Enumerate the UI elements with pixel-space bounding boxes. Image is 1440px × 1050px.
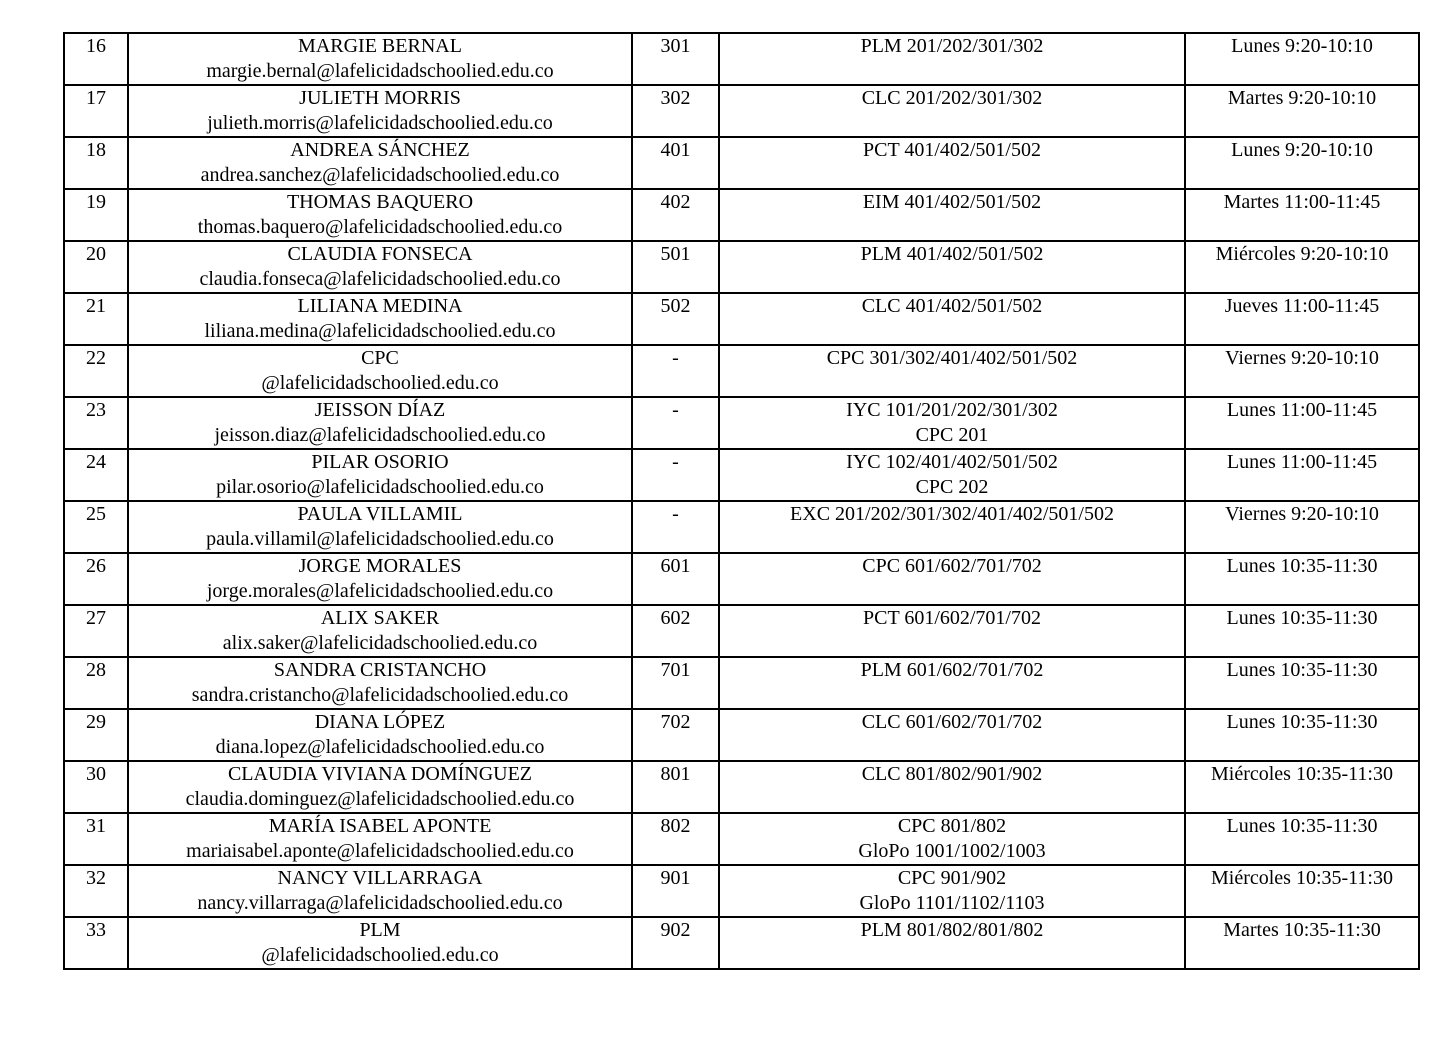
subject-line: EIM 401/402/501/502 — [862, 191, 1042, 213]
teacher-email: thomas.baquero@lafelicidadschoolied.edu.co — [197, 216, 563, 238]
subjects-cell — [719, 33, 1185, 85]
schedule-cell: Lunes 10:35-11:30 — [1185, 657, 1419, 709]
course-cell: 302 — [632, 85, 719, 137]
subject-line: CPC 801/802 — [897, 815, 1007, 837]
teacher-name: NANCY VILLARRAGA — [277, 867, 483, 889]
teacher-name: MARÍA ISABEL APONTE — [268, 815, 492, 837]
schedule-cell: Lunes 9:20-10:10 — [1185, 137, 1419, 189]
subjects-cell — [719, 657, 1185, 709]
subject-line: PLM 401/402/501/502 — [860, 243, 1044, 265]
row-number-cell: 27 — [64, 605, 128, 657]
teacher-email: liliana.medina@lafelicidadschoolied.edu.co — [204, 320, 556, 342]
subject-line: CPC 201 — [915, 424, 989, 446]
teacher-cell — [128, 501, 632, 553]
teacher-schedule-table — [63, 32, 1420, 970]
table-row — [64, 709, 1419, 761]
course-cell: 902 — [632, 917, 719, 969]
course-cell: 802 — [632, 813, 719, 865]
course-cell: 402 — [632, 189, 719, 241]
table-row — [64, 657, 1419, 709]
row-number-cell: 32 — [64, 865, 128, 917]
subjects-cell — [719, 813, 1185, 865]
schedule-cell: Martes 9:20-10:10 — [1185, 85, 1419, 137]
teacher-name: LILIANA MEDINA — [297, 295, 463, 317]
teacher-cell — [128, 917, 632, 969]
course-cell: 301 — [632, 33, 719, 85]
schedule-cell: Lunes 10:35-11:30 — [1185, 605, 1419, 657]
row-number-cell: 22 — [64, 345, 128, 397]
course-cell: 502 — [632, 293, 719, 345]
teacher-cell — [128, 813, 632, 865]
subject-line: PLM 601/602/701/702 — [860, 659, 1044, 681]
subject-line: IYC 102/401/402/501/502 — [846, 451, 1058, 473]
teacher-cell — [128, 241, 632, 293]
subject-line: CLC 601/602/701/702 — [861, 711, 1043, 733]
course-cell: 801 — [632, 761, 719, 813]
teacher-cell — [128, 709, 632, 761]
schedule-cell: Lunes 10:35-11:30 — [1185, 553, 1419, 605]
course-cell: - — [632, 501, 719, 553]
teacher-name: PILAR OSORIO — [311, 451, 449, 473]
course-cell: 702 — [632, 709, 719, 761]
schedule-cell: Lunes 10:35-11:30 — [1185, 709, 1419, 761]
row-number-cell: 25 — [64, 501, 128, 553]
subject-line: CPC 301/302/401/402/501/502 — [826, 347, 1078, 369]
subjects-cell — [719, 137, 1185, 189]
table-row — [64, 241, 1419, 293]
subject-line: CPC 901/902 — [897, 867, 1007, 889]
row-number-cell: 18 — [64, 137, 128, 189]
teacher-email: nancy.villarraga@lafelicidadschoolied.edu.co — [197, 892, 563, 914]
teacher-name: ALIX SAKER — [320, 607, 440, 629]
schedule-cell: Jueves 11:00-11:45 — [1185, 293, 1419, 345]
table-row — [64, 501, 1419, 553]
row-number-cell: 30 — [64, 761, 128, 813]
subject-line: IYC 101/201/202/301/302 — [846, 399, 1058, 421]
subject-line: CPC 601/602/701/702 — [862, 555, 1042, 577]
teacher-name: PLM — [359, 919, 401, 941]
subject-line: PLM 801/802/801/802 — [860, 919, 1044, 941]
row-number-cell: 29 — [64, 709, 128, 761]
teacher-name: JEISSON DÍAZ — [314, 399, 446, 421]
subjects-cell — [719, 553, 1185, 605]
table-body — [64, 33, 1419, 969]
subject-line: GloPo 1101/1102/1103 — [859, 892, 1045, 914]
teacher-name: SANDRA CRISTANCHO — [273, 659, 487, 681]
teacher-cell — [128, 397, 632, 449]
schedule-cell: Lunes 11:00-11:45 — [1185, 397, 1419, 449]
table-row — [64, 293, 1419, 345]
teacher-cell — [128, 33, 632, 85]
subject-line: GloPo 1001/1002/1003 — [858, 840, 1046, 862]
table-row — [64, 397, 1419, 449]
teacher-name: CPC — [361, 347, 399, 369]
teacher-name: CLAUDIA VIVIANA DOMÍNGUEZ — [227, 763, 533, 785]
subject-line: PCT 601/602/701/702 — [863, 607, 1041, 629]
row-number-cell: 33 — [64, 917, 128, 969]
subjects-cell — [719, 293, 1185, 345]
teacher-cell — [128, 449, 632, 501]
course-cell: 901 — [632, 865, 719, 917]
teacher-name: DIANA LÓPEZ — [314, 711, 446, 733]
teacher-email: mariaisabel.aponte@lafelicidadschoolied.edu.co — [186, 840, 574, 862]
teacher-email: claudia.dominguez@lafelicidadschoolied.edu.co — [185, 788, 575, 810]
subjects-cell — [719, 397, 1185, 449]
teacher-email: paula.villamil@lafelicidadschoolied.edu.co — [206, 528, 554, 550]
table-row — [64, 917, 1419, 969]
subjects-cell — [719, 917, 1185, 969]
teacher-name: CLAUDIA FONSECA — [287, 243, 473, 265]
teacher-cell — [128, 605, 632, 657]
teacher-cell — [128, 85, 632, 137]
teacher-email: sandra.cristancho@lafelicidadschoolied.edu.co — [191, 684, 569, 706]
row-number-cell: 31 — [64, 813, 128, 865]
table-row — [64, 137, 1419, 189]
teacher-cell — [128, 189, 632, 241]
row-number-cell: 23 — [64, 397, 128, 449]
subjects-cell — [719, 345, 1185, 397]
schedule-cell: Miércoles 10:35-11:30 — [1185, 865, 1419, 917]
teacher-name: THOMAS BAQUERO — [286, 191, 474, 213]
teacher-email: jeisson.diaz@lafelicidadschoolied.edu.co — [214, 424, 546, 446]
teacher-name: JORGE MORALES — [298, 555, 462, 577]
teacher-name: ANDREA SÁNCHEZ — [290, 139, 470, 161]
row-number-cell: 21 — [64, 293, 128, 345]
row-number-cell: 19 — [64, 189, 128, 241]
row-number-cell: 17 — [64, 85, 128, 137]
teacher-email: alix.saker@lafelicidadschoolied.edu.co — [222, 632, 538, 654]
course-cell: - — [632, 449, 719, 501]
teacher-cell — [128, 293, 632, 345]
teacher-email: julieth.morris@lafelicidadschoolied.edu.co — [207, 112, 553, 134]
table-row — [64, 605, 1419, 657]
schedule-cell: Lunes 10:35-11:30 — [1185, 813, 1419, 865]
teacher-email: @lafelicidadschoolied.edu.co — [261, 372, 499, 394]
teacher-cell — [128, 345, 632, 397]
row-number-cell: 16 — [64, 33, 128, 85]
course-cell: 401 — [632, 137, 719, 189]
schedule-cell: Viernes 9:20-10:10 — [1185, 345, 1419, 397]
course-cell: - — [632, 397, 719, 449]
table-row — [64, 449, 1419, 501]
subject-line: CLC 201/202/301/302 — [861, 87, 1043, 109]
schedule-cell: Lunes 11:00-11:45 — [1185, 449, 1419, 501]
schedule-cell: Miércoles 9:20-10:10 — [1185, 241, 1419, 293]
subject-line: CLC 801/802/901/902 — [861, 763, 1043, 785]
teacher-email: claudia.fonseca@lafelicidadschoolied.edu.co — [199, 268, 561, 290]
teacher-name: JULIETH MORRIS — [299, 87, 461, 109]
table-row — [64, 553, 1419, 605]
teacher-email: diana.lopez@lafelicidadschoolied.edu.co — [215, 736, 545, 758]
course-cell: 501 — [632, 241, 719, 293]
table-row — [64, 189, 1419, 241]
course-cell: 701 — [632, 657, 719, 709]
schedule-cell: Viernes 9:20-10:10 — [1185, 501, 1419, 553]
course-cell: - — [632, 345, 719, 397]
schedule-cell: Martes 11:00-11:45 — [1185, 189, 1419, 241]
teacher-cell — [128, 137, 632, 189]
subjects-cell — [719, 865, 1185, 917]
course-cell: 602 — [632, 605, 719, 657]
teacher-name: PAULA VILLAMIL — [297, 503, 463, 525]
subject-line: PCT 401/402/501/502 — [863, 139, 1041, 161]
schedule-cell: Lunes 9:20-10:10 — [1185, 33, 1419, 85]
table-row — [64, 85, 1419, 137]
teacher-cell — [128, 553, 632, 605]
table-row — [64, 865, 1419, 917]
subject-line: EXC 201/202/301/302/401/402/501/502 — [790, 503, 1114, 525]
table-row — [64, 813, 1419, 865]
subjects-cell — [719, 85, 1185, 137]
teacher-name: MARGIE BERNAL — [298, 35, 462, 57]
table-row — [64, 345, 1419, 397]
row-number-cell: 28 — [64, 657, 128, 709]
subject-line: PLM 201/202/301/302 — [860, 35, 1044, 57]
table-row — [64, 761, 1419, 813]
teacher-cell — [128, 761, 632, 813]
subjects-cell — [719, 605, 1185, 657]
subjects-cell — [719, 189, 1185, 241]
subjects-cell — [719, 501, 1185, 553]
schedule-cell: Martes 10:35-11:30 — [1185, 917, 1419, 969]
schedule-cell: Miércoles 10:35-11:30 — [1185, 761, 1419, 813]
table-row — [64, 33, 1419, 85]
teacher-cell — [128, 865, 632, 917]
row-number-cell: 26 — [64, 553, 128, 605]
subject-line: CPC 202 — [915, 476, 989, 498]
teacher-email: @lafelicidadschoolied.edu.co — [261, 944, 499, 966]
subjects-cell — [719, 761, 1185, 813]
teacher-email: andrea.sanchez@lafelicidadschoolied.edu.co — [200, 164, 560, 186]
teacher-email: jorge.morales@lafelicidadschoolied.edu.co — [206, 580, 554, 602]
course-cell: 601 — [632, 553, 719, 605]
row-number-cell: 24 — [64, 449, 128, 501]
teacher-email: margie.bernal@lafelicidadschoolied.edu.co — [206, 60, 554, 82]
subjects-cell — [719, 709, 1185, 761]
subject-line: CLC 401/402/501/502 — [861, 295, 1043, 317]
subjects-cell — [719, 449, 1185, 501]
row-number-cell: 20 — [64, 241, 128, 293]
subjects-cell — [719, 241, 1185, 293]
teacher-email: pilar.osorio@lafelicidadschoolied.edu.co — [216, 476, 544, 498]
teacher-cell — [128, 657, 632, 709]
